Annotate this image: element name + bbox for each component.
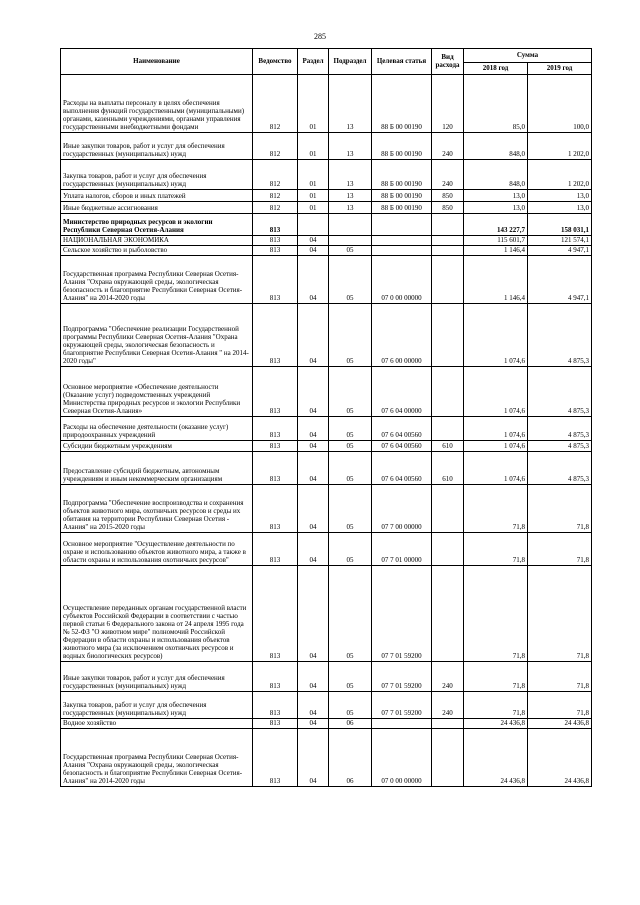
row-sum-2019: 13,0 <box>528 190 592 202</box>
row-name: Субсидии бюджетным учреждениям <box>61 441 253 452</box>
table-body <box>61 75 592 787</box>
row-section: 04 <box>298 246 329 256</box>
row-subsection: 05 <box>329 485 372 533</box>
row-dept: 813 <box>253 533 298 566</box>
row-dept: 812 <box>253 202 298 214</box>
header-section: Раздел <box>298 49 329 75</box>
row-target-article: 07 6 04 00560 <box>372 452 432 485</box>
row-name: Водное хозяйство <box>61 719 253 729</box>
row-sum-2019: 71,8 <box>528 692 592 719</box>
header-year-2019: 2019 год <box>528 63 592 75</box>
row-name: Предоставление субсидий бюджетным, автономным учреждениям и иным некоммерческим организациям <box>61 452 253 485</box>
row-section: 04 <box>298 367 329 417</box>
row-name: Закупка товаров, работ и услуг для обеспечения государственных (муниципальных) нужд <box>61 160 253 190</box>
row-name: Закупка товаров, работ и услуг для обеспечения государственных (муниципальных) нужд <box>61 692 253 719</box>
row-sum-2019: 4 947,1 <box>528 246 592 256</box>
row-sum-2018: 71,8 <box>464 533 528 566</box>
row-subsection: 05 <box>329 662 372 692</box>
row-name: Расходы на обеспечение деятельности (оказание услуг) природоохранных учреждений <box>61 417 253 441</box>
table-row <box>61 566 592 662</box>
row-sum-2018: 1 074,6 <box>464 367 528 417</box>
row-target-article: 88 Б 00 00190 <box>372 75 432 133</box>
row-dept: 813 <box>253 729 298 787</box>
row-dept: 813 <box>253 566 298 662</box>
row-sum-2018: 71,8 <box>464 692 528 719</box>
row-target-article: 07 7 00 00000 <box>372 485 432 533</box>
row-target-article: 07 6 04 00560 <box>372 417 432 441</box>
row-name: Государственная программа Республики Северная Осетия-Алания "Охрана окружающей среды, экологическая безопасность и благоприятие Республики Северная Осетия-Алания" на 2014-2020 годы <box>61 729 253 787</box>
table-row <box>61 417 592 441</box>
row-expense-type: 240 <box>432 160 464 190</box>
row-section: 04 <box>298 566 329 662</box>
row-name: Подпрограмма "Обеспечение воспроизводства и сохранения объектов животного мира, охотничьих ресурсов и среды их обитания на территории Республики Северная Осетия - Алания" на 2015-2020 годы <box>61 485 253 533</box>
row-subsection: 05 <box>329 367 372 417</box>
row-sum-2018: 71,8 <box>464 662 528 692</box>
row-name: Иные бюджетные ассигнования <box>61 202 253 214</box>
row-sum-2018: 1 146,4 <box>464 256 528 304</box>
row-subsection: 13 <box>329 160 372 190</box>
row-sum-2018: 143 227,7 <box>464 214 528 236</box>
row-section: 04 <box>298 304 329 367</box>
table-row <box>61 236 592 246</box>
row-section: 04 <box>298 662 329 692</box>
row-section: 01 <box>298 133 329 160</box>
table-row <box>61 246 592 256</box>
row-section: 01 <box>298 202 329 214</box>
row-sum-2018: 85,0 <box>464 75 528 133</box>
table-row <box>61 533 592 566</box>
row-dept: 812 <box>253 133 298 160</box>
row-section: 04 <box>298 729 329 787</box>
row-dept: 813 <box>253 214 298 236</box>
header-sum: Сумма <box>464 49 592 63</box>
row-sum-2018: 848,0 <box>464 133 528 160</box>
table-row <box>61 160 592 190</box>
header-dept: Ведомство <box>253 49 298 75</box>
row-section: 04 <box>298 417 329 441</box>
row-name: Иные закупки товаров, работ и услуг для обеспечения государственных (муниципальных) нужд <box>61 133 253 160</box>
header-name: Наименование <box>61 49 253 75</box>
row-sum-2018: 1 074,6 <box>464 452 528 485</box>
row-target-article: 88 Б 00 00190 <box>372 202 432 214</box>
row-name: Уплата налогов, сборов и иных платежей <box>61 190 253 202</box>
row-target-article <box>372 246 432 256</box>
row-subsection: 06 <box>329 729 372 787</box>
row-subsection: 05 <box>329 452 372 485</box>
budget-table <box>60 48 592 787</box>
row-name: Основное мероприятие «Обеспечение деятельности (Оказание услуг) подведомственных учреждений Министерства природных ресурсов и экологии Республики Северная Осетия-Алания» <box>61 367 253 417</box>
row-dept: 813 <box>253 417 298 441</box>
row-expense-type <box>432 367 464 417</box>
row-target-article: 88 Б 00 00190 <box>372 190 432 202</box>
row-section: 01 <box>298 160 329 190</box>
row-sum-2018: 71,8 <box>464 566 528 662</box>
row-target-article: 07 7 01 00000 <box>372 533 432 566</box>
row-sum-2019: 1 202,0 <box>528 160 592 190</box>
row-name: Иные закупки товаров, работ и услуг для обеспечения государственных (муниципальных) нужд <box>61 662 253 692</box>
row-subsection <box>329 214 372 236</box>
row-subsection: 13 <box>329 133 372 160</box>
row-sum-2019: 121 574,1 <box>528 236 592 246</box>
row-expense-type: 850 <box>432 202 464 214</box>
row-dept: 813 <box>253 719 298 729</box>
row-name: Министерство природных ресурсов и экологии Республики Северная Осетия-Алания <box>61 214 253 236</box>
row-subsection: 06 <box>329 719 372 729</box>
row-subsection <box>329 236 372 246</box>
row-expense-type <box>432 417 464 441</box>
table-row <box>61 256 592 304</box>
row-subsection: 05 <box>329 441 372 452</box>
row-expense-type <box>432 566 464 662</box>
header-subsection: Подраздел <box>329 49 372 75</box>
row-name: НАЦИОНАЛЬНАЯ ЭКОНОМИКА <box>61 236 253 246</box>
row-sum-2019: 13,0 <box>528 202 592 214</box>
row-expense-type <box>432 256 464 304</box>
row-name: Основное мероприятие "Осуществление деятельности по охране и использованию объектов животного мира, а также в области охраны и использования охотничьих ресурсов" <box>61 533 253 566</box>
row-subsection: 13 <box>329 190 372 202</box>
row-sum-2018: 13,0 <box>464 190 528 202</box>
row-sum-2018: 1 074,6 <box>464 417 528 441</box>
row-target-article: 07 0 00 00000 <box>372 256 432 304</box>
table-row <box>61 75 592 133</box>
row-expense-type <box>432 236 464 246</box>
row-sum-2018: 1 146,4 <box>464 246 528 256</box>
row-sum-2019: 4 875,3 <box>528 417 592 441</box>
row-dept: 813 <box>253 485 298 533</box>
row-sum-2019: 71,8 <box>528 533 592 566</box>
row-expense-type: 610 <box>432 441 464 452</box>
row-sum-2018: 115 601,7 <box>464 236 528 246</box>
row-name: Государственная программа Республики Северная Осетия-Алания "Охрана окружающей среды, экологическая безопасность и благоприятие Республики Северная Осетия-Алания" на 2014-2020 годы <box>61 256 253 304</box>
page-number: 285 <box>314 32 326 41</box>
row-dept: 813 <box>253 236 298 246</box>
row-sum-2018: 848,0 <box>464 160 528 190</box>
row-subsection: 05 <box>329 533 372 566</box>
row-sum-2019: 24 436,8 <box>528 719 592 729</box>
row-section: 04 <box>298 236 329 246</box>
row-expense-type <box>432 533 464 566</box>
row-target-article: 07 6 04 00000 <box>372 367 432 417</box>
table-row <box>61 719 592 729</box>
row-subsection: 05 <box>329 566 372 662</box>
table-row <box>61 729 592 787</box>
row-sum-2018: 24 436,8 <box>464 729 528 787</box>
row-expense-type: 240 <box>432 133 464 160</box>
row-sum-2018: 1 074,6 <box>464 304 528 367</box>
row-sum-2019: 71,8 <box>528 485 592 533</box>
row-section: 01 <box>298 75 329 133</box>
table-row <box>61 441 592 452</box>
row-name: Осуществление переданных органам государственной власти субъектов Российской Федерации в соответствии с частью первой статьи 6 Федерального закона от 24 апреля 1995 года № 52-ФЗ "О животном мире" полномочий Российской Федерации в области охраны и использования объектов животного мира (за исключением охотничьих ресурсов и водных биологических ресурсов) <box>61 566 253 662</box>
table-row <box>61 214 592 236</box>
row-dept: 813 <box>253 452 298 485</box>
row-name: Расходы на выплаты персоналу в целях обеспечения выполнения функций государственными (муниципальными) органами, казенными учреждениями, органами управления государственными внебюджетными фондами <box>61 75 253 133</box>
row-target-article: 07 7 01 59200 <box>372 662 432 692</box>
row-sum-2019: 4 875,3 <box>528 304 592 367</box>
row-expense-type <box>432 214 464 236</box>
table-row <box>61 485 592 533</box>
row-target-article <box>372 719 432 729</box>
row-dept: 812 <box>253 75 298 133</box>
row-expense-type: 120 <box>432 75 464 133</box>
header-expense-type: Вид расхода <box>432 49 464 75</box>
row-dept: 812 <box>253 160 298 190</box>
row-subsection: 13 <box>329 75 372 133</box>
row-section <box>298 214 329 236</box>
table-row <box>61 662 592 692</box>
row-sum-2018: 13,0 <box>464 202 528 214</box>
row-sum-2019: 4 947,1 <box>528 256 592 304</box>
row-sum-2019: 71,8 <box>528 566 592 662</box>
row-expense-type: 850 <box>432 190 464 202</box>
row-section: 04 <box>298 485 329 533</box>
row-sum-2019: 4 875,3 <box>528 367 592 417</box>
row-expense-type <box>432 729 464 787</box>
row-section: 04 <box>298 441 329 452</box>
row-name: Сельское хозяйство и рыболовство <box>61 246 253 256</box>
row-sum-2019: 4 875,3 <box>528 452 592 485</box>
row-sum-2019: 1 202,0 <box>528 133 592 160</box>
table-row <box>61 202 592 214</box>
row-dept: 813 <box>253 441 298 452</box>
row-sum-2019: 4 875,3 <box>528 441 592 452</box>
row-expense-type <box>432 485 464 533</box>
row-section: 04 <box>298 692 329 719</box>
row-dept: 813 <box>253 304 298 367</box>
row-section: 01 <box>298 190 329 202</box>
row-expense-type <box>432 304 464 367</box>
row-target-article <box>372 236 432 246</box>
row-target-article: 07 7 01 59200 <box>372 566 432 662</box>
row-target-article: 07 0 00 00000 <box>372 729 432 787</box>
row-subsection: 05 <box>329 256 372 304</box>
table-row <box>61 367 592 417</box>
row-expense-type <box>432 246 464 256</box>
row-subsection: 05 <box>329 304 372 367</box>
row-subsection: 05 <box>329 417 372 441</box>
row-name: Подпрограмма "Обеспечение реализации Государственной программы Республики Северная Осетия-Алания "Охрана окружающей среды, экологическая безопасность и благоприятие Республики Северная Осетия-Алания " на 2014-2020 годы" <box>61 304 253 367</box>
table-row <box>61 133 592 160</box>
row-dept: 813 <box>253 662 298 692</box>
row-target-article <box>372 214 432 236</box>
row-target-article: 88 Б 00 00190 <box>372 160 432 190</box>
row-expense-type <box>432 719 464 729</box>
row-dept: 813 <box>253 367 298 417</box>
row-target-article: 07 7 01 59200 <box>372 692 432 719</box>
row-dept: 813 <box>253 692 298 719</box>
row-section: 04 <box>298 533 329 566</box>
row-expense-type: 240 <box>432 662 464 692</box>
header-year-2018: 2018 год <box>464 63 528 75</box>
table-row <box>61 452 592 485</box>
row-target-article: 07 6 00 00000 <box>372 304 432 367</box>
row-subsection: 05 <box>329 692 372 719</box>
row-sum-2019: 158 031,1 <box>528 214 592 236</box>
row-dept: 812 <box>253 190 298 202</box>
row-target-article: 07 6 04 00560 <box>372 441 432 452</box>
row-expense-type: 610 <box>432 452 464 485</box>
row-target-article: 88 Б 00 00190 <box>372 133 432 160</box>
table-row <box>61 692 592 719</box>
header-target-article: Целевая статья <box>372 49 432 75</box>
row-section: 04 <box>298 719 329 729</box>
row-section: 04 <box>298 452 329 485</box>
row-expense-type: 240 <box>432 692 464 719</box>
row-dept: 813 <box>253 256 298 304</box>
row-sum-2018: 24 436,8 <box>464 719 528 729</box>
table-row <box>61 304 592 367</box>
row-sum-2018: 71,8 <box>464 485 528 533</box>
row-sum-2019: 24 436,8 <box>528 729 592 787</box>
table-row <box>61 190 592 202</box>
row-subsection: 05 <box>329 246 372 256</box>
row-sum-2019: 100,0 <box>528 75 592 133</box>
row-subsection: 13 <box>329 202 372 214</box>
row-sum-2019: 71,8 <box>528 662 592 692</box>
row-section: 04 <box>298 256 329 304</box>
row-sum-2018: 1 074,6 <box>464 441 528 452</box>
row-dept: 813 <box>253 246 298 256</box>
